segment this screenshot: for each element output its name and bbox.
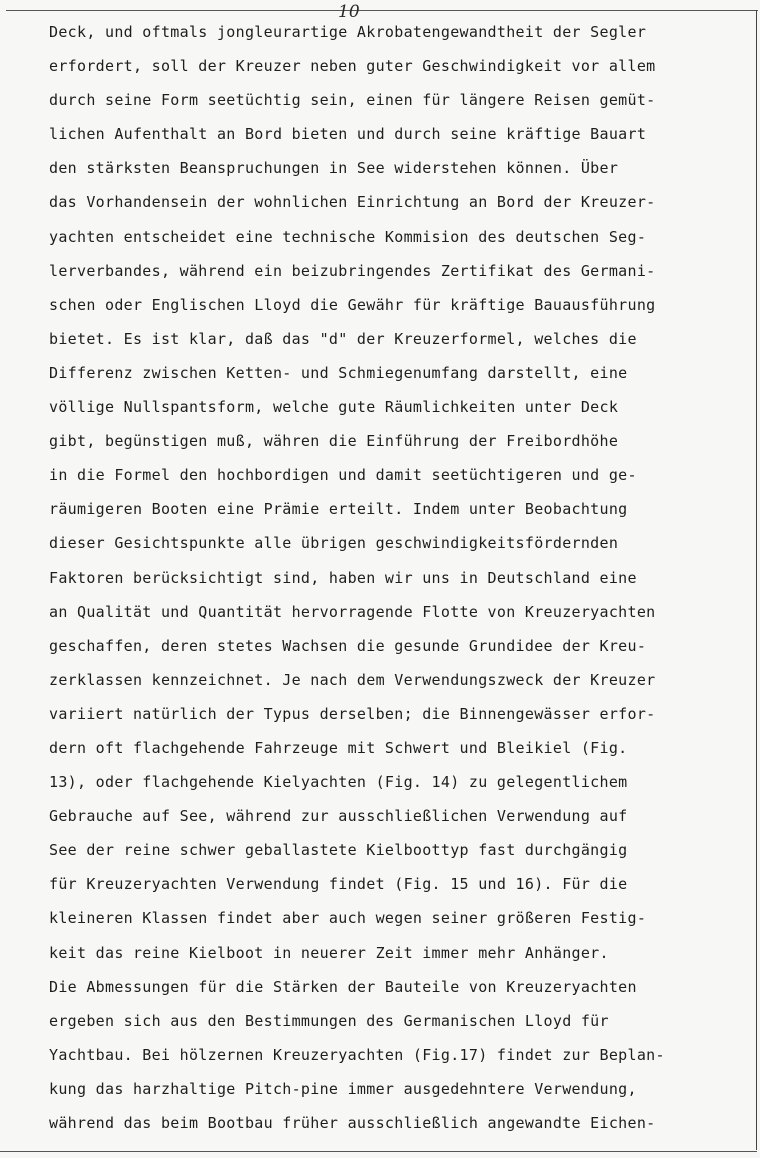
text-line: Differenz zwischen Ketten- und Schmiegenumfang darstellt, eine bbox=[49, 363, 628, 382]
text-line: erfordert, soll der Kreuzer neben guter Geschwindigkeit vor allem bbox=[49, 57, 656, 76]
text-line: das Vorhandensein der wohnlichen Einrichtung an Bord der Kreuzer- bbox=[49, 193, 656, 212]
text-line: an Qualität und Quantität hervorragende Flotte von Kreuzeryachten bbox=[49, 602, 656, 621]
text-line: gibt, begünstigen muß, währen die Einführung der Freibordhöhe bbox=[49, 432, 619, 451]
page-border-top bbox=[6, 10, 758, 11]
text-line: bietet. Es ist klar, daß das "d" der Kreuzerformel, welches die bbox=[49, 329, 637, 348]
text-line: lerverbandes, während ein beizubringendes Zertifikat des Germani- bbox=[49, 261, 656, 280]
text-line: völlige Nullspantsform, welche gute Räumlichkeiten unter Deck bbox=[49, 398, 619, 417]
text-line: Die Abmessungen für die Stärken der Bauteile von Kreuzeryachten bbox=[49, 977, 637, 996]
text-line: yachten entscheidet eine technische Kommision des deutschen Seg- bbox=[49, 227, 647, 246]
body-text bbox=[49, 22, 749, 1147]
text-line: dieser Gesichtspunkte alle übrigen geschwindigkeitsfördernden bbox=[49, 534, 619, 553]
text-line: zerklassen kennzeichnet. Je nach dem Verwendungszweck der Kreuzer bbox=[49, 670, 656, 689]
text-line: für Kreuzeryachten Verwendung findet (Fig. 15 und 16). Für die bbox=[49, 875, 628, 894]
text-line: variiert natürlich der Typus derselben; die Binnengewässer erfor- bbox=[49, 704, 656, 723]
text-line: Yachtbau. Bei hölzernen Kreuzeryachten (Fig.17) findet zur Beplan- bbox=[49, 1045, 665, 1064]
text-line: keit das reine Kielboot in neuerer Zeit immer mehr Anhänger. bbox=[49, 943, 609, 962]
text-line: schen oder Englischen Lloyd die Gewähr für kräftige Bauausführung bbox=[49, 295, 656, 314]
text-line: durch seine Form seetüchtig sein, einen für längere Reisen gemüt- bbox=[49, 91, 656, 110]
text-line: Deck, und oftmals jongleurartige Akrobatengewandtheit der Segler bbox=[49, 23, 647, 41]
text-line: kleineren Klassen findet aber auch wegen seiner größeren Festig- bbox=[49, 909, 647, 928]
text-line: Gebrauche auf See, während zur ausschließlichen Verwendung auf bbox=[49, 807, 628, 826]
page-border-right bbox=[756, 10, 757, 1150]
text-line: lichen Aufenthalt an Bord bieten und durch seine kräftige Bauart bbox=[49, 125, 647, 144]
text-line: kung das harzhaltige Pitch-pine immer ausgedehntere Verwendung, bbox=[49, 1079, 637, 1098]
page-border-bottom bbox=[0, 1151, 757, 1152]
text-line: in die Formel den hochbordigen und damit seetüchtigeren und ge- bbox=[49, 466, 637, 485]
text-line: Faktoren berücksichtigt sind, haben wir uns in Deutschland eine bbox=[49, 568, 637, 587]
text-line: 13), oder flachgehende Kielyachten (Fig. 14) zu gelegentlichem bbox=[49, 773, 628, 792]
text-line: geschaffen, deren stetes Wachsen die gesunde Grundidee der Kreu- bbox=[49, 636, 647, 655]
text-line: räumigeren Booten eine Prämie erteilt. Indem unter Beobachtung bbox=[49, 500, 628, 519]
text-line: während das beim Bootbau früher ausschließlich angewandte Eichen- bbox=[49, 1114, 656, 1132]
text-line: See der reine schwer geballastete Kielboottyp fast durchgängig bbox=[49, 841, 628, 860]
page-number: 10 bbox=[338, 2, 360, 22]
text-line: den stärksten Beanspruchungen in See widerstehen können. Über bbox=[49, 159, 619, 178]
text-line: dern oft flachgehende Fahrzeuge mit Schwert und Bleikiel (Fig. bbox=[49, 738, 628, 757]
text-line: ergeben sich aus den Bestimmungen des Germanischen Lloyd für bbox=[49, 1011, 609, 1030]
